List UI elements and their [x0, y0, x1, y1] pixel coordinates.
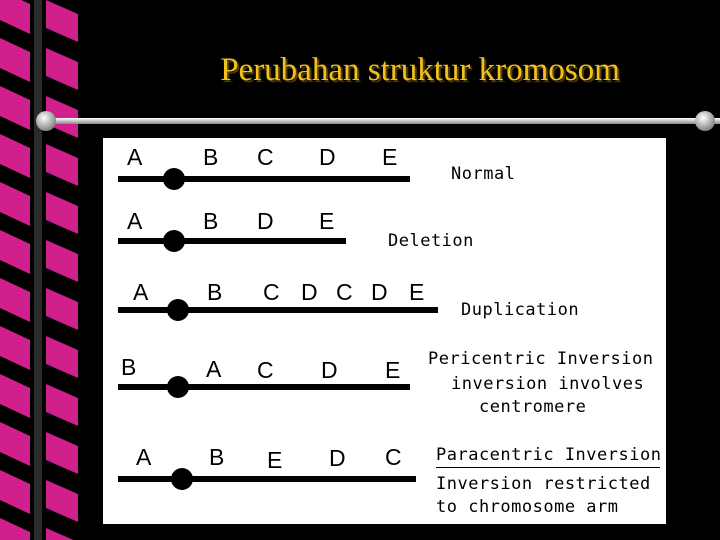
centromere — [167, 376, 189, 398]
chromosome-line — [118, 476, 416, 482]
row-note-line: to chromosome arm — [436, 497, 619, 517]
gene-label: D — [301, 279, 318, 305]
title-rule — [50, 118, 720, 124]
chromosome-diagram — [103, 138, 666, 524]
slide-title: Perubahan struktur kromosom — [220, 52, 620, 88]
gene-label: E — [409, 279, 425, 305]
chromosome-line — [118, 384, 410, 390]
gene-label: A — [127, 144, 143, 170]
gene-label: C — [385, 444, 402, 470]
row-caption: Duplication — [461, 300, 580, 320]
gene-label: C — [257, 144, 274, 170]
gene-label: B — [203, 144, 219, 170]
gene-label: D — [329, 445, 346, 471]
centromere — [163, 230, 185, 252]
chromosome-line — [118, 307, 438, 313]
gene-label: E — [267, 447, 283, 473]
centromere — [167, 299, 189, 321]
rule-cap-left — [36, 111, 56, 131]
gene-label: D — [321, 357, 338, 383]
row-note-line: Inversion restricted — [436, 474, 651, 494]
row-caption: Normal — [451, 164, 516, 184]
gene-label: A — [136, 444, 152, 470]
chromosome-line — [118, 238, 346, 244]
decorative-border — [0, 0, 90, 540]
gene-label: C — [257, 357, 274, 383]
gene-label: D — [371, 279, 388, 305]
gene-label: C — [263, 279, 280, 305]
centromere — [171, 468, 193, 490]
gene-label: E — [382, 144, 398, 170]
gene-label: A — [133, 279, 149, 305]
caption-underline — [436, 467, 660, 468]
row-caption: Deletion — [388, 231, 474, 251]
gene-label: D — [257, 208, 274, 234]
gene-label: E — [385, 357, 401, 383]
gene-label: C — [336, 279, 353, 305]
gene-label: E — [319, 208, 335, 234]
centromere — [163, 168, 185, 190]
gene-label: D — [319, 144, 336, 170]
gene-label: B — [207, 279, 223, 305]
row-note-line: centromere — [479, 397, 587, 417]
gene-label: B — [121, 354, 137, 380]
row-caption: Paracentric Inversion — [436, 445, 662, 465]
rule-cap-right — [695, 111, 715, 131]
row-note-line: inversion involves — [451, 374, 645, 394]
row-caption: Pericentric Inversion — [428, 349, 654, 369]
gene-label: A — [127, 208, 143, 234]
gene-label: A — [206, 356, 222, 382]
chromosome-line — [118, 176, 410, 182]
gene-label: B — [203, 208, 219, 234]
gene-label: B — [209, 444, 225, 470]
